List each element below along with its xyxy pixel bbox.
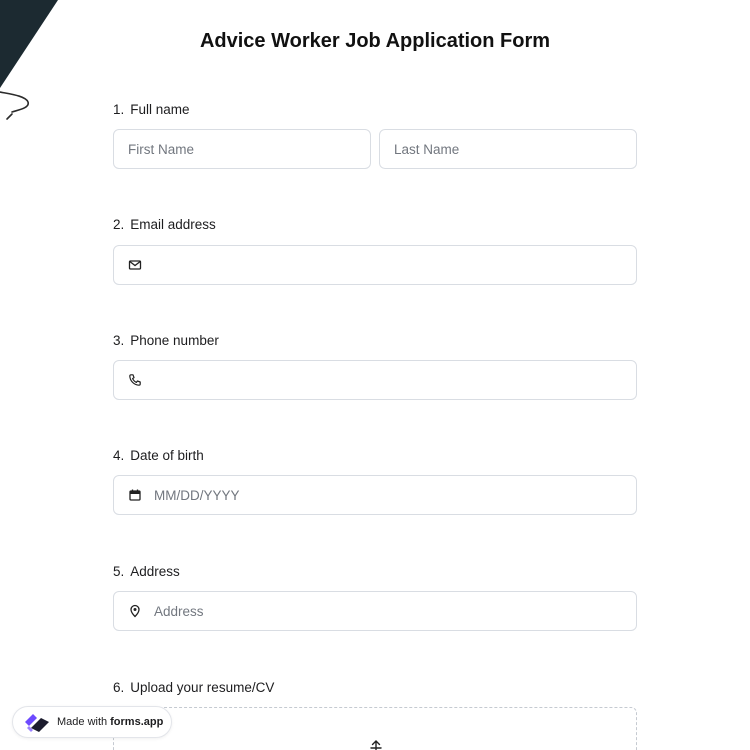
map-pin-icon xyxy=(128,604,142,618)
address-placeholder: Address xyxy=(154,603,204,619)
question-label xyxy=(113,562,637,582)
date-of-birth-input[interactable] xyxy=(113,475,637,515)
question-text: Full name xyxy=(130,102,190,117)
last-name-input[interactable] xyxy=(379,129,637,169)
question-label xyxy=(113,446,637,466)
question-upload-resume xyxy=(113,678,637,698)
form-title: Advice Worker Job Application Form xyxy=(199,30,551,52)
question-label xyxy=(113,678,637,698)
question-number: 2. xyxy=(113,217,125,232)
question-number: 3. xyxy=(113,333,125,348)
question-number: 4. xyxy=(113,448,125,463)
corner-decoration xyxy=(0,0,70,130)
question-label xyxy=(113,215,637,235)
question-date-of-birth xyxy=(113,446,637,466)
address-input[interactable] xyxy=(113,591,637,631)
first-name-placeholder: First Name xyxy=(128,141,195,157)
badge-prefix: Made with xyxy=(57,716,108,728)
question-text: Phone number xyxy=(130,333,219,348)
question-phone xyxy=(113,331,637,351)
email-input[interactable] xyxy=(113,245,637,285)
phone-icon xyxy=(128,373,142,387)
question-label xyxy=(113,331,637,351)
question-email xyxy=(113,215,637,235)
question-number: 6. xyxy=(113,680,125,695)
question-text: Date of birth xyxy=(130,448,204,463)
question-text: Email address xyxy=(130,217,216,232)
date-placeholder: MM/DD/YYYY xyxy=(154,487,240,503)
question-text: Address xyxy=(130,564,180,579)
badge-brand: forms.app xyxy=(110,716,164,728)
question-text: Upload your resume/CV xyxy=(130,680,275,695)
question-address xyxy=(113,562,637,582)
upload-icon xyxy=(368,738,384,750)
first-name-input[interactable] xyxy=(113,129,371,169)
forms-app-logo-icon xyxy=(21,711,51,733)
question-number: 5. xyxy=(113,564,125,579)
made-with-badge[interactable] xyxy=(12,706,172,738)
calendar-icon xyxy=(128,488,142,502)
question-label xyxy=(113,100,637,120)
resume-upload-dropzone[interactable] xyxy=(113,707,637,750)
last-name-placeholder: Last Name xyxy=(394,141,460,157)
phone-input[interactable] xyxy=(113,360,637,400)
question-full-name xyxy=(113,100,637,120)
envelope-icon xyxy=(128,258,142,272)
question-number: 1. xyxy=(113,102,125,117)
